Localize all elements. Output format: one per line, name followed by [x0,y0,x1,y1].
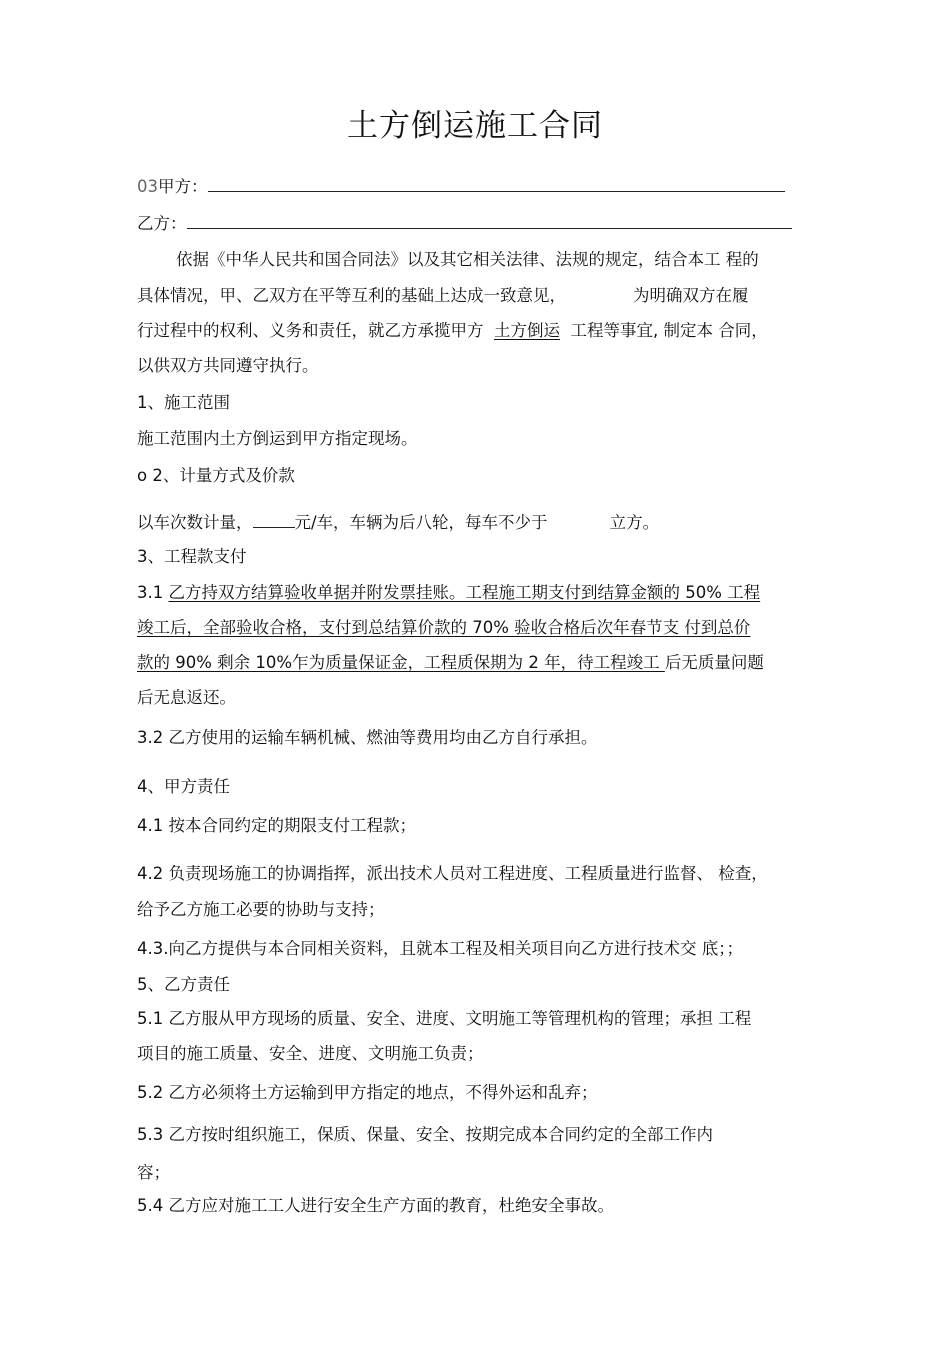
party-b-line [137,210,792,235]
clause-4-2-line-2: 给予乙方施工必要的协助与支持； [137,900,385,919]
section-3-heading: 3、工程款支付 [137,547,247,566]
party-a-label: 甲方： [158,177,208,196]
intro-line-4: 以供双方共同遵守执行。 [137,356,319,375]
intro-line-3a: 行过程中的权利、义务和责任，就乙方承揽甲方 [137,321,484,340]
section-2-body-c: 立方。 [609,513,660,532]
party-a-prefix: 03 [137,177,158,196]
clause-3-1-text-3a: 款的 90% 剩余 10%乍为质量保证金，工程质保期为 2 年，待工程竣工 [137,653,665,672]
price-blank[interactable] [253,511,295,528]
section-1-heading: 1、施工范围 [137,393,230,412]
section-1-body: 施工范围内土方倒运到甲方指定现场。 [137,429,418,448]
party-b-label: 乙方： [137,214,187,233]
clause-5-2: 5.2 乙方必须将土方运输到甲方指定的地点，不得外运和乱弃； [137,1083,598,1102]
clause-3-1-line-2: 竣工后，全部验收合格，支付到总结算价款的 70% 验收合格后次年春节支 付到总价 [137,618,751,637]
document-title: 土方倒运施工合同 [347,108,603,144]
clause-3-1-number: 3.1 [137,583,169,602]
section-2-body [137,511,659,534]
party-a-blank[interactable] [208,173,785,192]
clause-3-1-text-3b: 后无质量问题 [664,653,764,672]
clause-3-2: 3.2 乙方使用的运输车辆机械、燃油等费用均由乙方自行承担。 [137,728,598,747]
section-2-body-a: 以车次数计量， [137,513,253,532]
clause-3-1-text-1: 乙方持双方结算验收单据并附发票挂账。工程施工期支付到结算金额的 50% 工程 [168,583,761,602]
clause-5-1-line-1: 5.1 乙方服从甲方现场的质量、安全、进度、文明施工等管理机构的管理；承担 工程 [137,1009,752,1028]
clause-4-1: 4.1 按本合同约定的期限支付工程款； [137,816,416,835]
clause-4-3: 4.3.向乙方提供与本合同相关资料，且就本工程及相关项目向乙方进行技术交 底；； [137,939,743,958]
intro-line-2a: 具体情况，甲、乙双方在平等互利的基础上达成一致意见， [137,286,566,305]
clause-5-4: 5.4 乙方应对施工工人进行安全生产方面的教育，杜绝安全事故。 [137,1196,614,1215]
clause-5-3-line-1: 5.3 乙方按时组织施工，保质、保量、安全、按期完成本合同约定的全部工作内 [137,1125,713,1144]
intro-line-2 [137,285,749,307]
project-name: 土方倒运 [494,321,560,340]
section-2-body-b: 元/车，车辆为后八轮，每车不少于 [294,513,548,532]
intro-line-2b: 为明确双方在履 [633,286,749,305]
clause-3-1-line-4: 后无息返还。 [137,688,236,707]
clause-3-1-line-3 [137,652,764,674]
clause-3-1-line-1 [137,582,760,604]
section-4-heading: 4、甲方责任 [137,777,230,796]
party-b-blank[interactable] [187,210,792,229]
intro-line-3b: 工程等事宜, 制定本 合同， [570,321,768,340]
intro-line-3 [137,320,768,342]
intro-line-1: 依据《中华人民共和国合同法》以及其它相关法律、法规的规定，结合本工 程的 [176,250,759,269]
party-a-line [137,173,785,198]
clause-5-1-line-2: 项目的施工质量、安全、进度、文明施工负责； [137,1044,484,1063]
section-5-heading: 5、乙方责任 [137,975,230,994]
clause-5-3-line-2: 容； [137,1163,170,1182]
section-2-heading: o 2、计量方式及价款 [137,466,295,485]
clause-4-2-line-1: 4.2 负责现场施工的协调指挥，派出技术人员对工程进度、工程质量进行监督、 检查， [137,864,768,883]
